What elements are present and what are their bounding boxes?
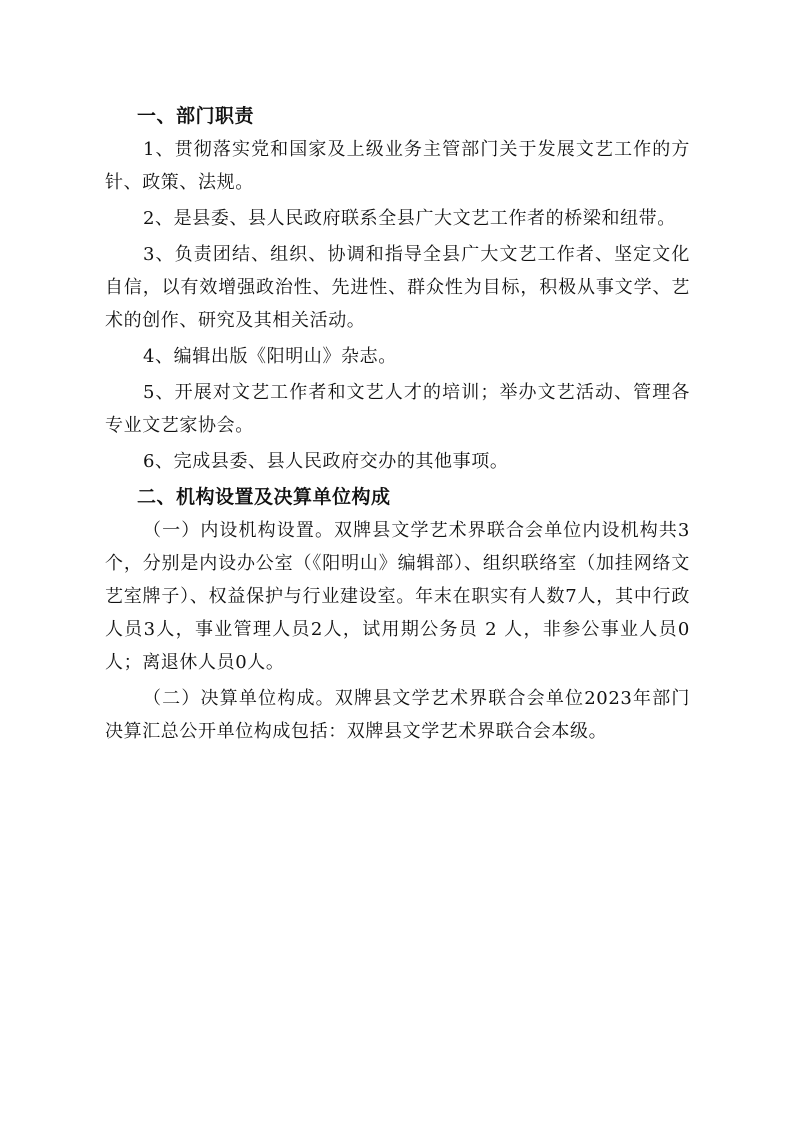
duty-paragraph-2: 2、是县委、县人民政府联系全县广大文艺工作者的桥梁和纽带。 — [143, 208, 676, 229]
duty-paragraph-5: 5、开展对文艺工作者和文艺人才的培训；举办文艺活动、管理各专业文艺家协会。 — [105, 382, 690, 436]
document-page — [105, 100, 690, 748]
duty-paragraph-3: 3、负责团结、组织、协调和指导全县广大文艺工作者、坚定文化自信，以有效增强政治性、先进性、群众性为目标，积极从事文学、艺术的创作、研究及其相关活动。 — [105, 244, 690, 331]
section-heading-organization: 二、机构设置及决算单位构成 — [137, 486, 391, 508]
duty-paragraph-1: 1、贯彻落实党和国家及上级业务主管部门关于发展文艺工作的方针、政策、法规。 — [105, 139, 690, 193]
organization-paragraph-1: （一）内设机构设置。双牌县文学艺术界联合会单位内设机构共3个，分别是内设办公室（《阳明山》编辑部）、组织联络室（加挂网络文艺室牌子）、权益保护与行业建设室。年末在职实有人数7人，其中行政人员3人，事业管理人员2人，试用期公务员 2 人，非参公事业人员0人；离退休人员0人。 — [105, 520, 690, 673]
duty-paragraph-4: 4、编辑出版《阳明山》杂志。 — [143, 346, 397, 367]
duty-paragraph-6: 6、完成县委、县人民政府交办的其他事项。 — [143, 451, 509, 472]
section-heading-department-duties: 一、部门职责 — [137, 105, 255, 127]
organization-paragraph-2: （二）决算单位构成。双牌县文学艺术界联合会单位2023年部门决算汇总公开单位构成包括：双牌县文学艺术界联合会本级。 — [105, 688, 690, 742]
